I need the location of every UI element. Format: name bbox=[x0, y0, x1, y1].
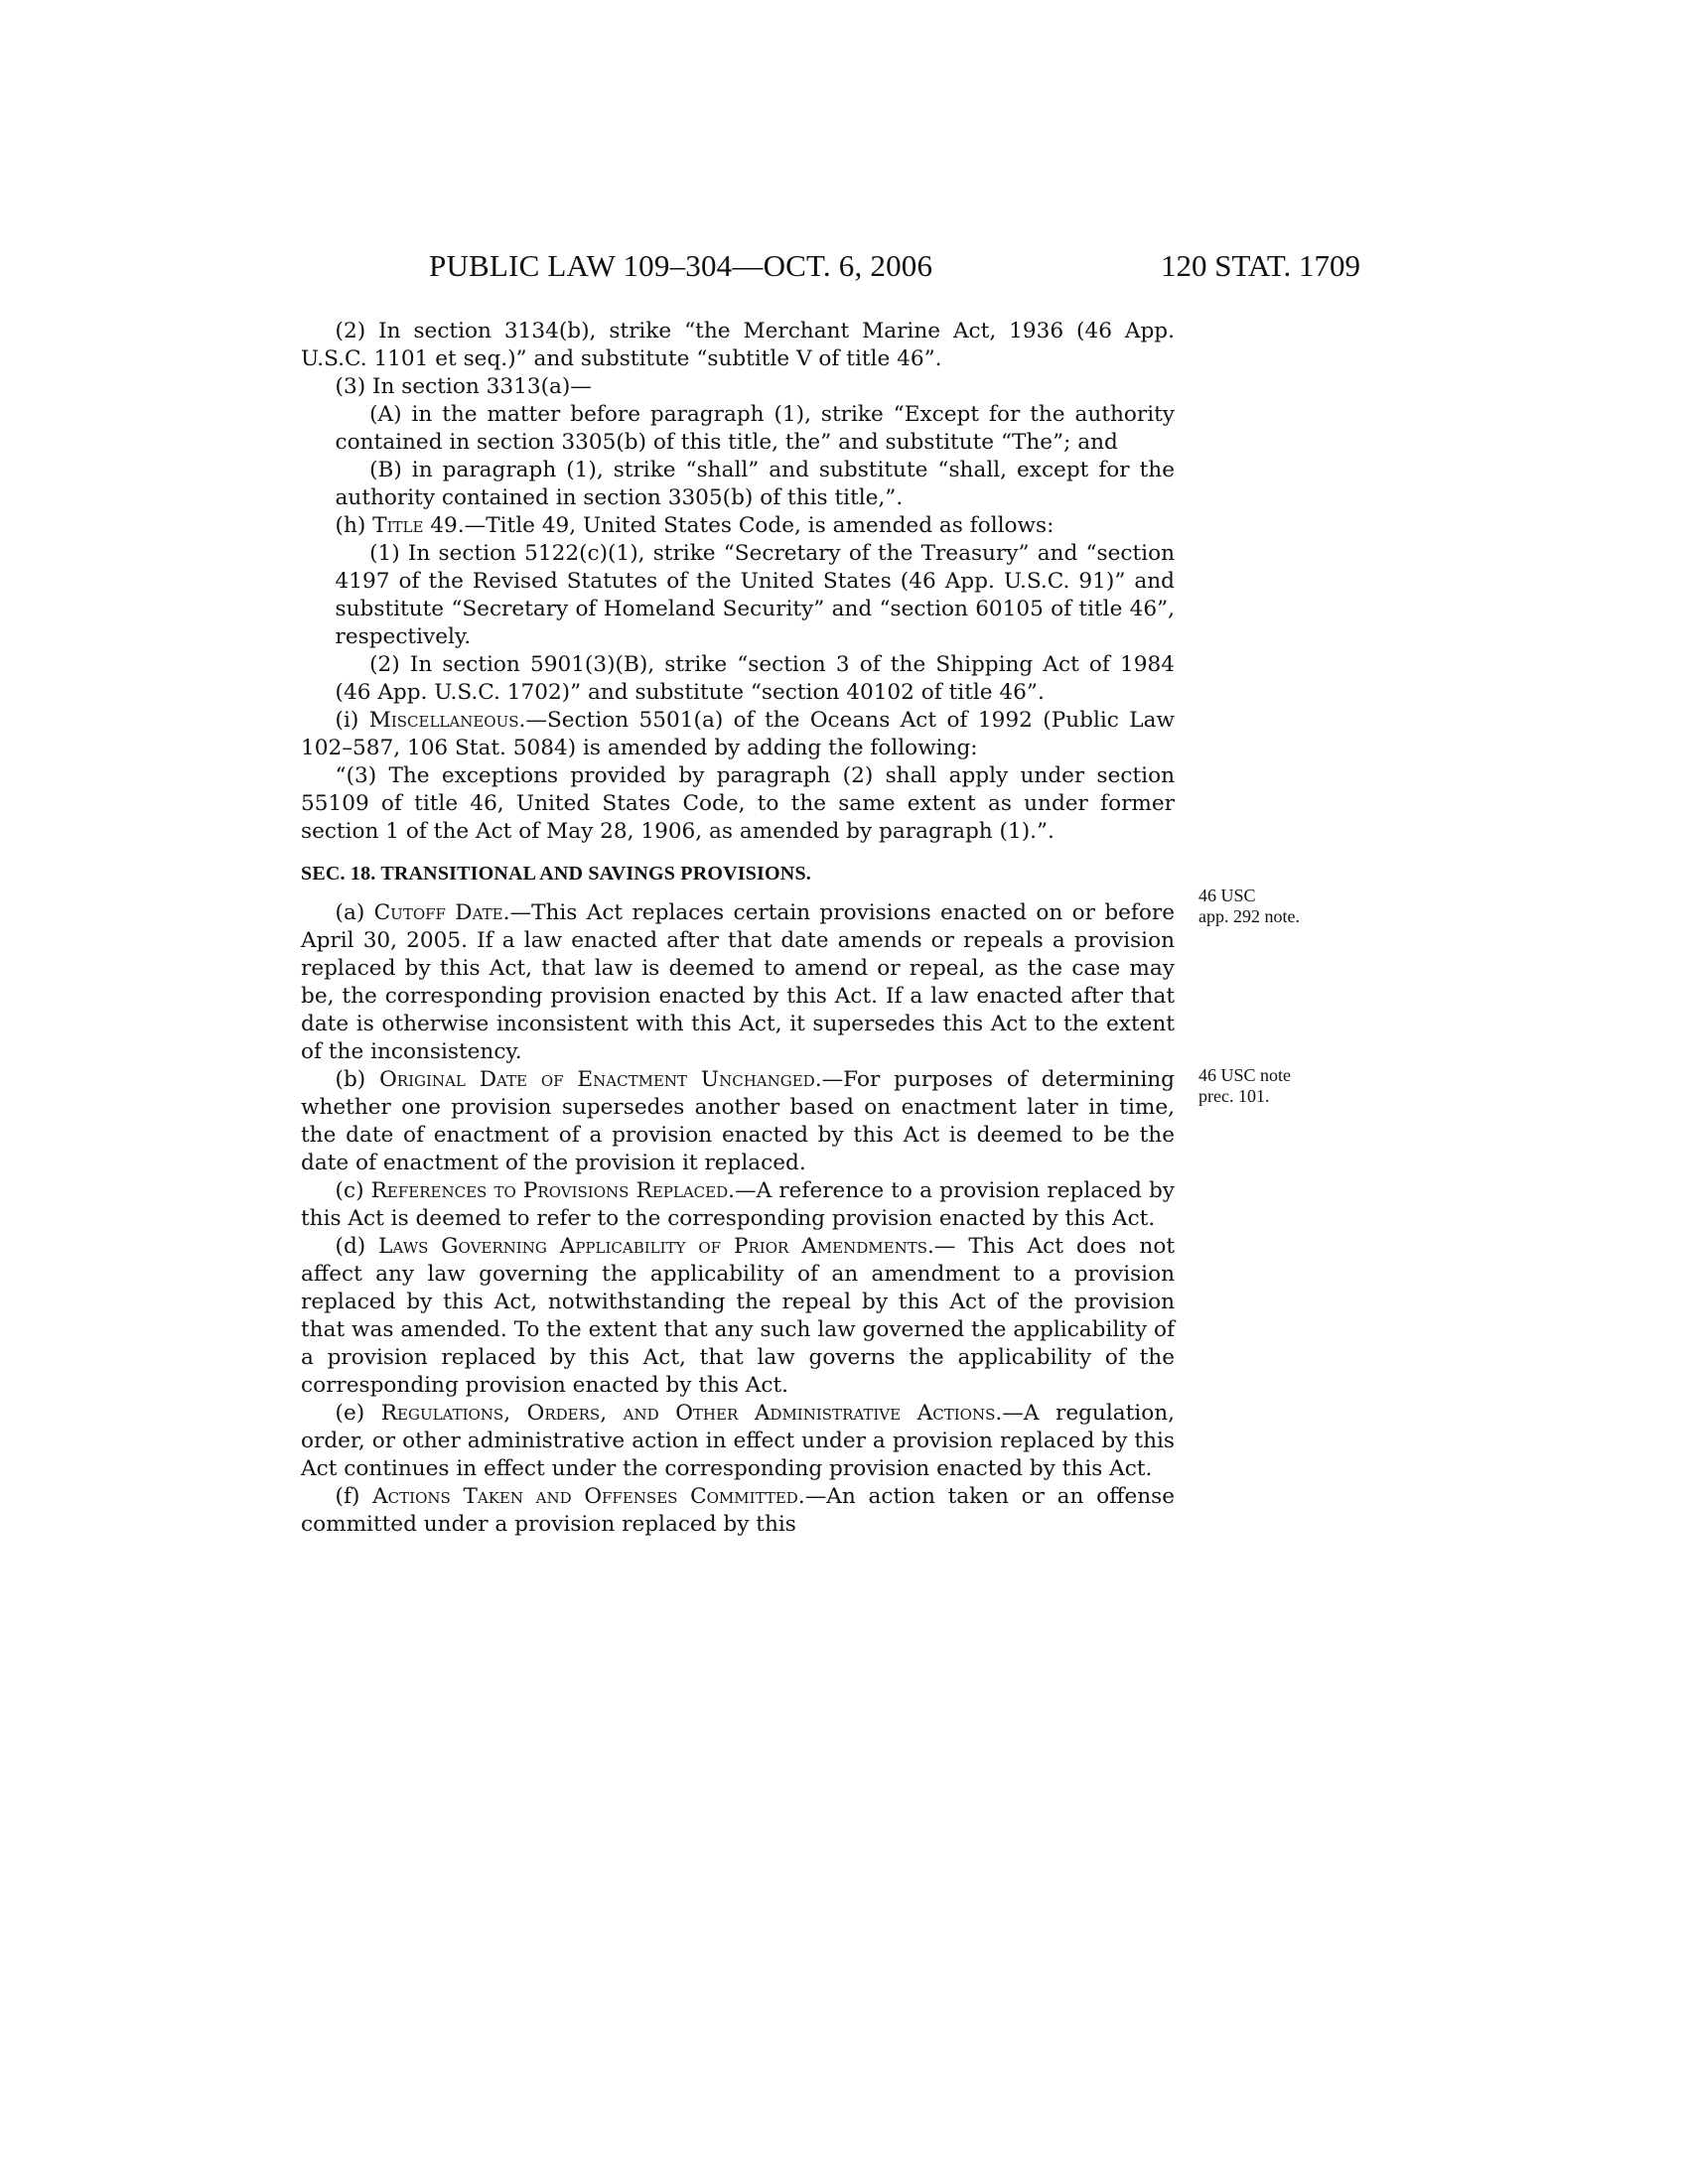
subsection-b-label: (b) bbox=[335, 1067, 380, 1092]
statute-page-reference: 120 STAT. 1709 bbox=[1160, 248, 1360, 283]
subsection-c-caption: References to Provisions Replaced. bbox=[370, 1178, 735, 1203]
subsection-f-caption: Actions Taken and Offenses Committed. bbox=[372, 1484, 805, 1509]
subsection-f-text: —An action taken or an offense committed under a provision replaced by this bbox=[301, 1484, 1175, 1537]
subsection-c-label: (c) bbox=[335, 1178, 371, 1203]
subsection-e-caption: Regulations, Orders, and Other Administrative Actions. bbox=[380, 1401, 1003, 1426]
subsection-e-text: —A regulation, order, or other administrative action in effect under a provision replaced by this Act continues in effect under the corresponding provision enacted by this Act. bbox=[301, 1401, 1175, 1481]
paragraph-g3B: (B) in paragraph (1), strike “shall” and substitute “shall, except for the authority contained in section 3305(b) of this title,”. bbox=[335, 458, 1175, 510]
paragraph-g3A: (A) in the matter before paragraph (1), strike “Except for the authority contained in section 3305(b) of this title, the” and substitute “The”; and bbox=[335, 402, 1175, 455]
paragraph-g2: (2) In section 3134(b), strike “the Merchant Marine Act, 1936 (46 App. U.S.C. 1101 et seq.)” and substitute “subtitle V of title 46”. bbox=[301, 319, 1175, 371]
paragraph-h1: (1) In section 5122(c)(1), strike “Secretary of the Treasury” and “section 4197 of the Revised Statutes of the United States (46 App. U.S.C. 91)” and substitute “Secretary of Homeland Security” and “section 60105 of title 46”, respectively. bbox=[335, 541, 1175, 649]
margin-note-prec-101 bbox=[1198, 1065, 1291, 1107]
subsection-c-text: —A reference to a provision replaced by this Act is deemed to refer to the corresponding provision enacted by this Act. bbox=[301, 1178, 1176, 1231]
subsection-h-label: (h) bbox=[335, 513, 373, 538]
subsection-i-caption: Miscellaneous. bbox=[368, 708, 526, 733]
subsection-i-text: —Section 5501(a) of the Oceans Act of 1992 (Public Law 102–587, 106 Stat. 5084) is amended by adding the following: bbox=[301, 708, 1175, 760]
section-18-heading: SEC. 18. TRANSITIONAL AND SAVINGS PROVISIONS. bbox=[301, 863, 811, 885]
subsection-b-text: —For purposes of determining whether one provision supersedes another based on enactment later in time, the date of enactment of a provision enacted by this Act is deemed to be the date of enactment of the provision it replaced. bbox=[301, 1067, 1175, 1175]
subsection-a-label: (a) bbox=[335, 900, 374, 925]
subsection-i bbox=[301, 707, 1175, 762]
subsection-c bbox=[301, 1177, 1175, 1233]
subsection-e bbox=[301, 1400, 1175, 1483]
subsection-b-caption: Original Date of Enactment Unchanged. bbox=[379, 1067, 822, 1092]
subsection-a-caption: Cutoff Date. bbox=[373, 900, 510, 925]
margin-note-app-292-line1: 46 USC bbox=[1198, 886, 1256, 905]
subsection-f-label: (f) bbox=[335, 1484, 373, 1509]
margin-note-app-292-line2: app. 292 note. bbox=[1198, 906, 1300, 926]
subsection-d-text: — This Act does not affect any law governing the applicability of an amendment to a provision replaced by this Act, notwithstanding the repeal by this Act of the provision that was amended. To the extent that any such law governed the applicability of a provision replaced by this Act, that law governs the applicability of the corresponding provision enacted by this Act. bbox=[301, 1234, 1175, 1398]
subsection-h-text: —Title 49, United States Code, is amended as follows: bbox=[464, 513, 1055, 538]
subsection-a bbox=[301, 899, 1175, 1066]
document-body bbox=[301, 318, 1175, 1539]
subsection-f bbox=[301, 1483, 1175, 1539]
subsection-h bbox=[301, 512, 1175, 540]
margin-note-prec-101-line2: prec. 101. bbox=[1198, 1086, 1270, 1106]
subsection-d bbox=[301, 1233, 1175, 1400]
subsection-e-label: (e) bbox=[335, 1401, 381, 1426]
paragraph-h2: (2) In section 5901(3)(B), strike “section 3 of the Shipping Act of 1984 (46 App. U.S.C. 1702)” and substitute “section 40102 of title 46”. bbox=[335, 652, 1175, 705]
paragraph-i3: “(3) The exceptions provided by paragraph (2) shall apply under section 55109 of title 46, United States Code, to the same extent as under former section 1 of the Act of May 28, 1906, as amended by paragraph (1).”. bbox=[301, 763, 1175, 844]
page-header bbox=[298, 248, 1360, 288]
subsection-b bbox=[301, 1066, 1175, 1177]
subsection-i-label: (i) bbox=[335, 708, 369, 733]
margin-note-prec-101-line1: 46 USC note bbox=[1198, 1065, 1292, 1085]
subsection-d-caption: Laws Governing Applicability of Prior Amendments. bbox=[378, 1234, 934, 1259]
margin-note-app-292 bbox=[1198, 886, 1300, 927]
subsection-h-caption: Title 49. bbox=[372, 513, 465, 538]
paragraph-g3: (3) In section 3313(a)— bbox=[335, 374, 592, 399]
running-head: PUBLIC LAW 109–304—OCT. 6, 2006 bbox=[429, 248, 933, 283]
subsection-d-label: (d) bbox=[335, 1234, 379, 1259]
subsection-a-text: —This Act replaces certain provisions enacted on or before April 30, 2005. If a law enacted after that date amends or repeals a provision replaced by this Act, that law is deemed to amend or repeal, as the case may be, the corresponding provision enacted by this Act. If a law enacted after that date is otherwise inconsistent with this Act, it supersedes this Act to the extent of the inconsistency. bbox=[301, 900, 1176, 1064]
